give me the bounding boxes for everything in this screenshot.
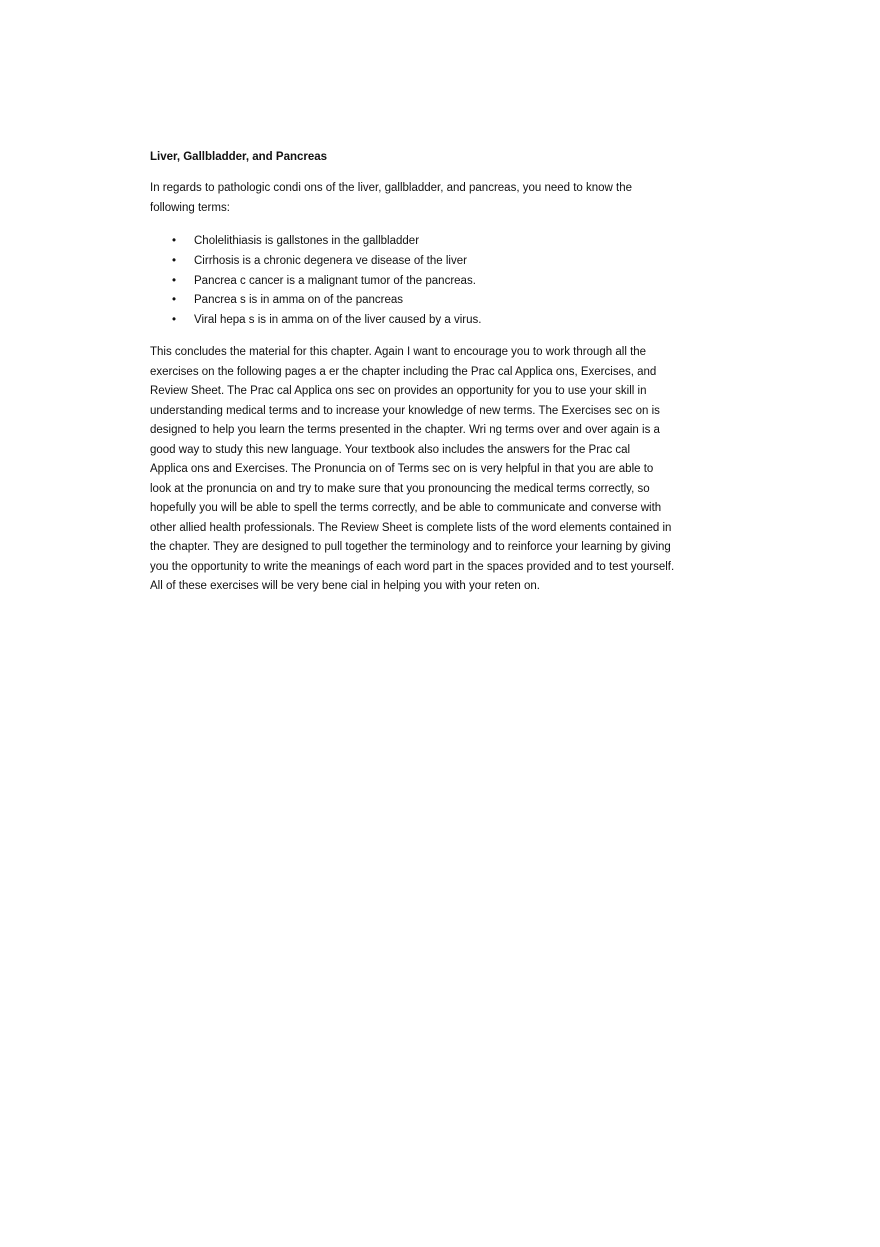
intro-line: following terms: [150, 202, 230, 214]
list-item-text: Viral hepa s is in amma on of the liver caused by a virus. [194, 314, 482, 326]
paragraph-line: Review Sheet. The Prac cal Applica ons sec on provides an opportunity for you to use your skill in [150, 385, 647, 397]
bullet-icon: • [172, 235, 177, 247]
paragraph-line: Applica ons and Exercises. The Pronuncia on of Terms sec on is very helpful in that you are able to [150, 463, 654, 475]
paragraph-line: good way to study this new language. Your textbook also includes the answers for the Prac cal [150, 443, 631, 456]
bullet-icon: • [172, 275, 177, 287]
paragraph-line: you the opportunity to write the meanings of each word part in the spaces provided and to test yourself. [150, 560, 675, 573]
intro-line: In regards to pathologic condi ons of the liver, gallbladder, and pancreas, you need to know the [150, 182, 633, 194]
list-item-text: Pancrea c cancer is a malignant tumor of the pancreas. [194, 275, 476, 287]
section-title: Liver, Gallbladder, and Pancreas [150, 151, 328, 163]
paragraph-line: the chapter. They are designed to pull together the terminology and to reinforce your learning by giving [150, 541, 671, 553]
bullet-icon: • [172, 255, 177, 267]
paragraph-line: exercises on the following pages a er the chapter including the Prac cal Applica ons, Exercises, and [150, 365, 657, 378]
bullet-icon: • [172, 314, 177, 326]
list-item-text: Cholelithiasis is gallstones in the gallbladder [194, 235, 420, 247]
paragraph-line: All of these exercises will be very bene cial in helping you with your reten on. [150, 580, 540, 592]
paragraph-line: other allied health professionals. The Review Sheet is complete lists of the word elements contained in [150, 521, 672, 534]
paragraph-line: designed to help you learn the terms presented in the chapter. Wri ng terms over and over again is a [150, 424, 660, 436]
paragraph-line: hopefully you will be able to spell the terms correctly, and be able to communicate and converse with [150, 502, 662, 514]
paragraph-line: understanding medical terms and to increase your knowledge of new terms. The Exercises sec on is [150, 404, 660, 417]
paragraph-line: look at the pronuncia on and try to make sure that you pronouncing the medical terms correctly, so [150, 482, 650, 495]
paragraph-line: This concludes the material for this chapter. Again I want to encourage you to work through all the [150, 346, 647, 358]
list-item-text: Cirrhosis is a chronic degenera ve disease of the liver [194, 255, 467, 267]
bullet-icon: • [172, 294, 177, 306]
list-item-text: Pancrea s is in amma on of the pancreas [194, 294, 404, 306]
